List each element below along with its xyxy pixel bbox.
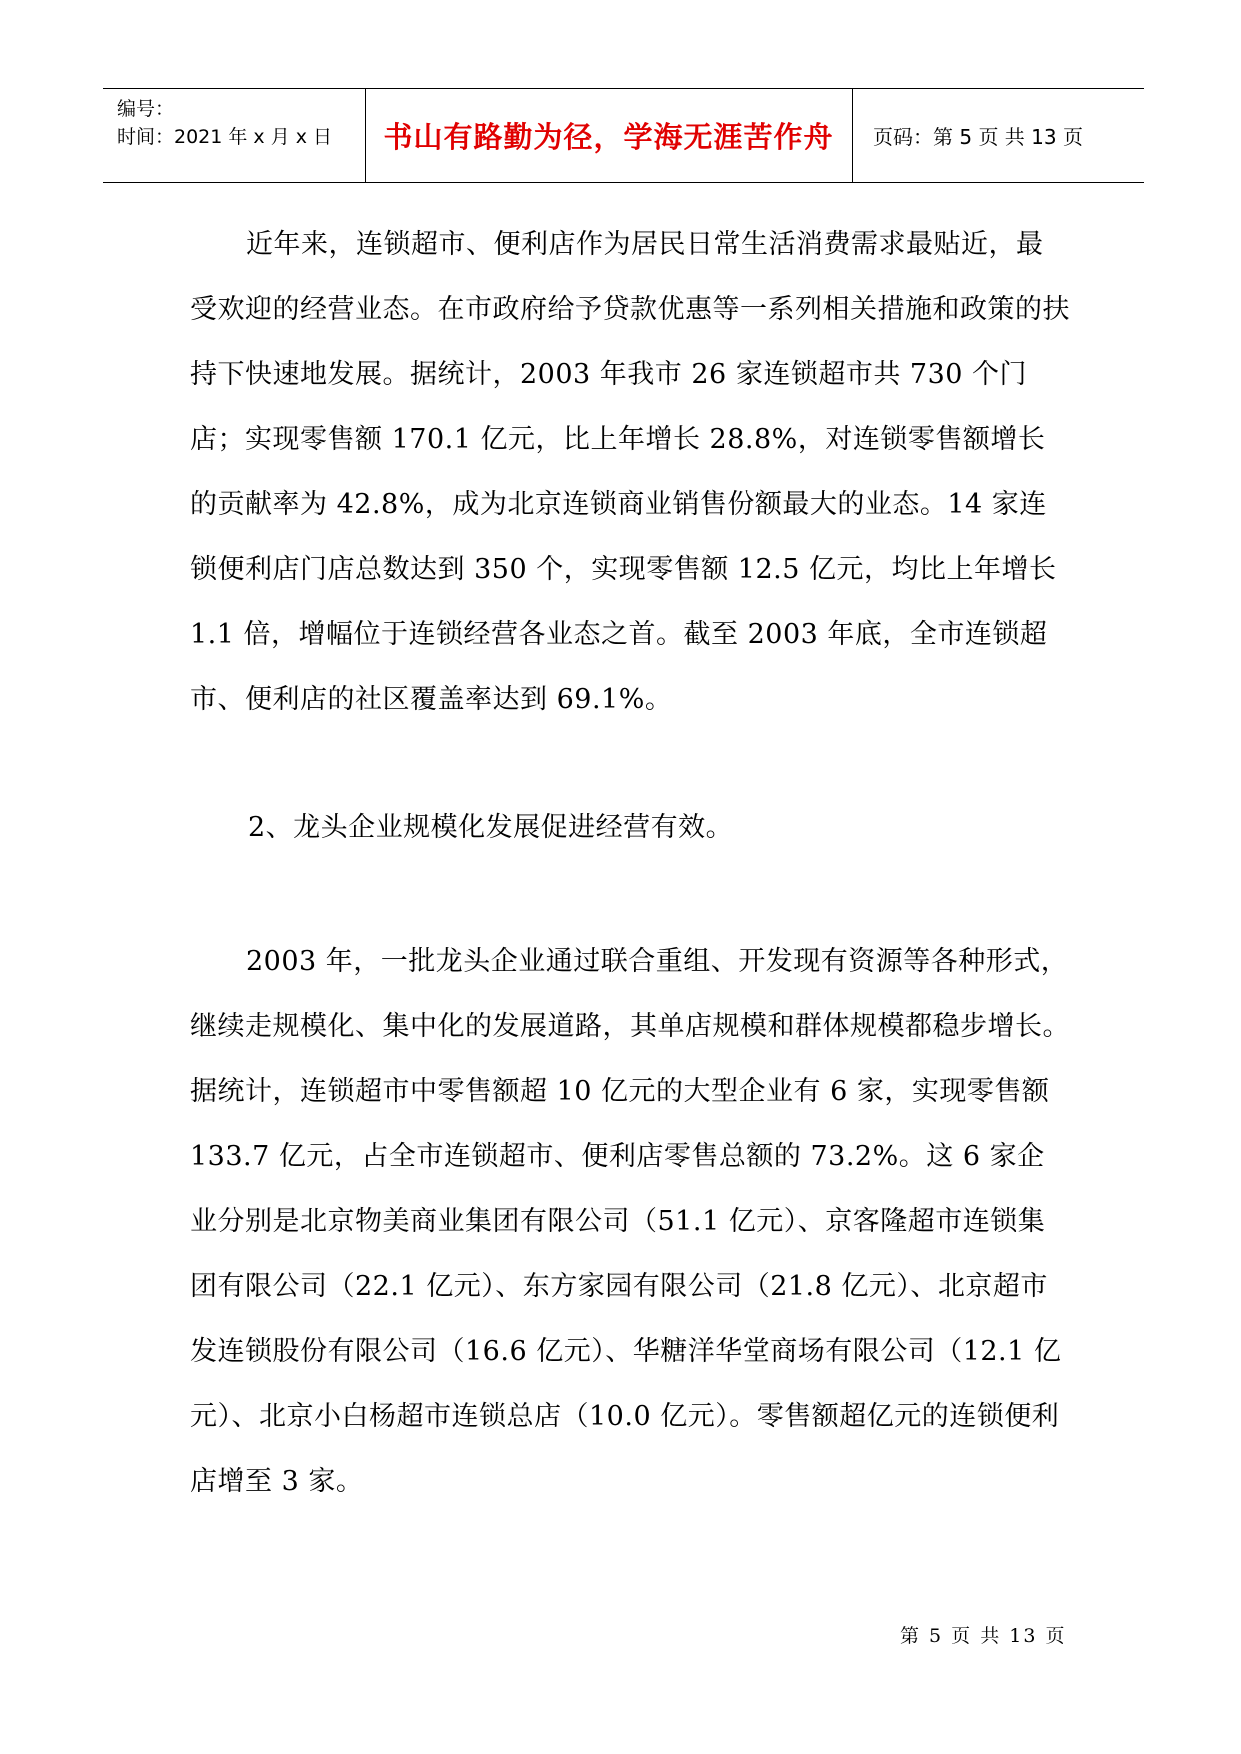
body-paragraph-1: 近年来，连锁超市、便利店作为居民日常生活消费需求最贴近，最受欢迎的经营业态。在市政府给予贷款优惠等一系列相关措施和政策的扶持下快速地发展。据统计，2003 年我市 26 家连锁超市共 730 个门店；实现零售额 170.1 亿元，比上年增长 28.8%，对连锁零售额增长的贡献率为 42.8%，成为北京连锁商业销售份额最大的业态。14 家连锁便利店门店总数达到 350 个，实现零售额 12.5 亿元，均比上年增长 1.1 倍，增幅位于连锁经营各业态之首。截至 2003 年底，全市连锁超市、便利店的社区覆盖率达到 69.1%。 (190, 229, 1070, 715)
document-number-label: 编号： (117, 98, 175, 120)
page-footer: 第 5 页 共 13 页 (900, 1625, 1067, 1647)
header-meta (117, 95, 332, 151)
header-motto: 书山有路勤为径，学海无涯苦作舟 (383, 120, 834, 154)
section-heading-2: 2、龙头企业规模化发展促进经营有效。 (248, 812, 734, 843)
page-header (103, 88, 1144, 183)
document-time-label: 时间：2021 年 x 月 x 日 (117, 126, 333, 148)
body-paragraph-2: 2003 年，一批龙头企业通过联合重组、开发现有资源等各种形式，继续走规模化、集中化的发展道路，其单店规模和群体规模都稳步增长。据统计，连锁超市中零售额超 10 亿元的大型企业有 6 家，实现零售额 133.7 亿元，占全市连锁超市、便利店零售总额的 73.2%。这 6 家企业分别是北京物美商业集团有限公司（51.1 亿元）、京客隆超市连锁集团有限公司（22.1 亿元）、东方家园有限公司（21.8 亿元）、北京超市发连锁股份有限公司（16.6 亿元）、华糖洋华堂商场有限公司（12.1 亿元）、北京小白杨超市连锁总店（10.0 亿元）。零售额超亿元的连锁便利店增至 3 家。 (190, 946, 1070, 1497)
header-page-number: 页码：第 5 页 共 13 页 (873, 125, 1083, 149)
header-divider (852, 89, 853, 182)
